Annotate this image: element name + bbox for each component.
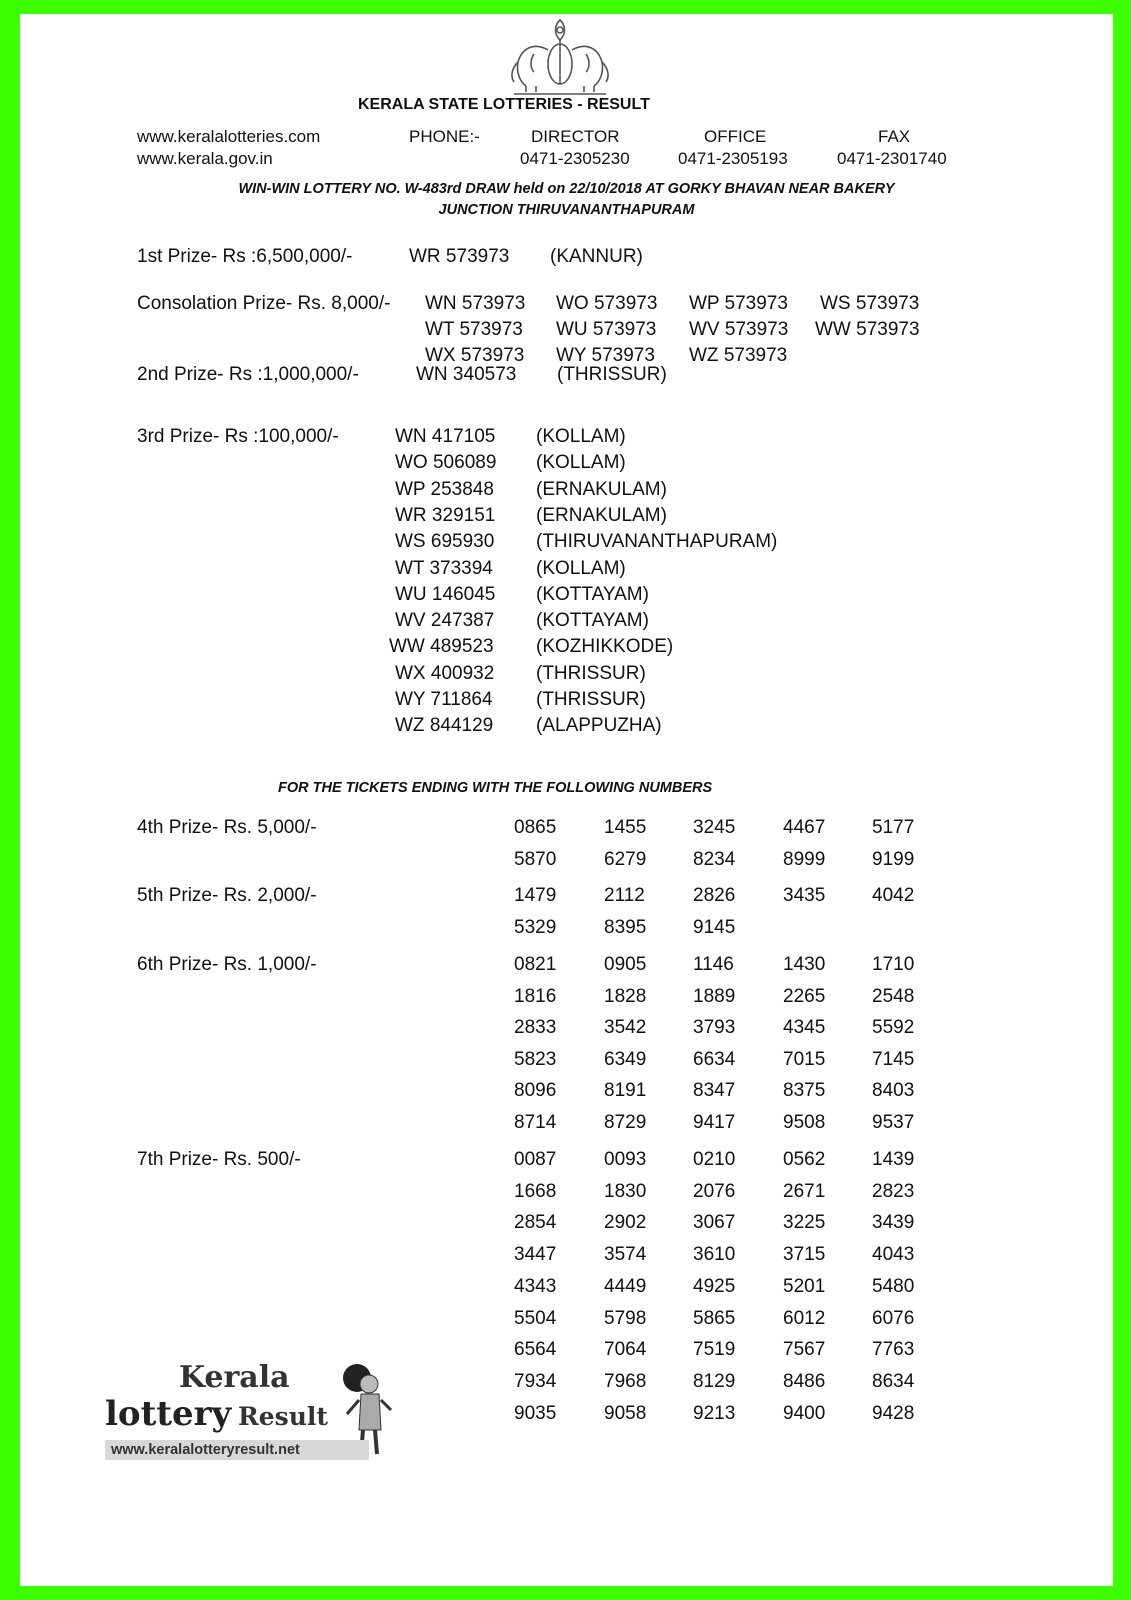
prize-number: 8486 (783, 1370, 826, 1392)
third-prize-place: (KOLLAM) (536, 557, 626, 579)
prize-number: 3439 (872, 1212, 915, 1234)
prize-number: 0905 (604, 954, 647, 975)
prize-number: 6564 (514, 1339, 557, 1361)
prize-number: 1146 (693, 954, 734, 975)
prize-number: 4343 (514, 1275, 557, 1297)
prize-number: 4467 (783, 817, 826, 838)
prize-number: 0821 (514, 954, 557, 975)
third-prize-ticket: WZ 844129 (395, 715, 494, 737)
logo-word-result: Result (238, 1402, 328, 1431)
third-prize-place: (ALAPPUZHA) (536, 715, 662, 737)
prize-number: 7145 (872, 1048, 915, 1070)
prize-number: 1828 (604, 985, 647, 1007)
prize-number: 3435 (783, 885, 826, 906)
prize-number: 2112 (604, 885, 645, 906)
prize-number: 5201 (783, 1275, 826, 1297)
third-prize-ticket: WW 489523 (389, 636, 494, 658)
prize-number: 5865 (693, 1307, 736, 1329)
prize-number: 6279 (604, 848, 647, 870)
third-prize-place: (KOTTAYAM) (536, 610, 649, 632)
prize-number: 1830 (604, 1180, 647, 1202)
prize-number: 0210 (693, 1149, 736, 1170)
prize-number: 8234 (693, 848, 736, 870)
prize-number: 6349 (604, 1048, 647, 1070)
prize-number: 4043 (872, 1244, 915, 1266)
prize-number: 0865 (514, 817, 557, 838)
third-prize-ticket: WN 417105 (395, 426, 496, 447)
prize-number: 9199 (872, 848, 915, 870)
third-prize-ticket: WX 400932 (395, 662, 495, 684)
prize-number: 2833 (514, 1017, 557, 1039)
draw-info-line-1: WIN-WIN LOTTERY NO. W-483rd DRAW held on 22/10/2018 AT GORKY BHAVAN NEAR BAKERY (238, 181, 895, 197)
prize-number: 3574 (604, 1244, 647, 1266)
prize-number: 9537 (872, 1112, 915, 1133)
director-label: DIRECTOR (531, 127, 620, 146)
prize-number: 5480 (872, 1275, 915, 1297)
office-label: OFFICE (704, 127, 767, 146)
prize-number: 7567 (783, 1339, 826, 1361)
third-prize-ticket: WS 695930 (395, 531, 495, 553)
consolation-ticket: WX 573973 (425, 345, 525, 366)
phone-label: PHONE:- (409, 127, 480, 146)
consolation-ticket: WW 573973 (815, 319, 920, 340)
page-title: KERALA STATE LOTTERIES - RESULT (358, 96, 650, 113)
prize-number: 6012 (783, 1307, 826, 1329)
logo-word-lottery: lottery (105, 1394, 232, 1434)
prize-number: 9145 (693, 916, 736, 938)
prize-number: 5504 (514, 1307, 557, 1329)
kerala-lottery-result-logo (105, 1360, 405, 1490)
third-prize-place: (THIRUVANANTHAPURAM) (536, 531, 778, 553)
second-prize-ticket: WN 340573 (416, 364, 517, 385)
prize-number: 3245 (693, 817, 736, 838)
prize-number: 7934 (514, 1370, 557, 1392)
prize-number: 3542 (604, 1017, 647, 1039)
third-prize-place: (THRISSUR) (536, 662, 646, 684)
prize-number: 2823 (872, 1180, 915, 1202)
logo-word-kerala: Kerala (179, 1360, 290, 1395)
prize-number: 3610 (693, 1244, 736, 1266)
prize-number: 8096 (514, 1080, 557, 1102)
third-prize-place: (ERNAKULAM) (536, 478, 667, 500)
prize-number: 1710 (872, 954, 915, 975)
consolation-ticket: WV 573973 (689, 319, 789, 340)
third-prize-ticket: WP 253848 (395, 478, 494, 500)
third-prize-ticket: WO 506089 (395, 452, 497, 474)
consolation-ticket: WO 573973 (556, 293, 658, 314)
prize-number: 4449 (604, 1275, 647, 1297)
consolation-ticket: WN 573973 (425, 293, 526, 314)
prize-number: 7763 (872, 1339, 915, 1361)
fax-phone: 0471-2301740 (837, 149, 947, 168)
prize-number: 2548 (872, 985, 915, 1007)
prize-number: 2854 (514, 1212, 557, 1234)
third-prize-place: (KOLLAM) (536, 452, 626, 474)
fifth-prize-label: 5th Prize- Rs. 2,000/- (137, 885, 317, 906)
prize-number: 9508 (783, 1112, 826, 1133)
office-phone: 0471-2305193 (678, 149, 788, 168)
prize-number: 8395 (604, 916, 647, 938)
prize-number: 8634 (872, 1370, 915, 1392)
prize-number: 5329 (514, 916, 557, 938)
prize-number: 9428 (872, 1402, 915, 1424)
prize-number: 9035 (514, 1402, 557, 1424)
prize-number: 5798 (604, 1307, 647, 1329)
prize-number: 7519 (693, 1339, 736, 1361)
fourth-prize-label: 4th Prize- Rs. 5,000/- (137, 817, 317, 838)
prize-number: 4925 (693, 1275, 736, 1297)
prize-number: 9417 (693, 1112, 736, 1133)
prize-number: 8347 (693, 1080, 736, 1102)
prize-number: 1668 (514, 1180, 557, 1202)
prize-number: 4042 (872, 885, 915, 906)
third-prize-ticket: WY 711864 (395, 689, 493, 710)
prize-number: 0087 (514, 1149, 557, 1170)
consolation-ticket: WZ 573973 (689, 345, 788, 366)
first-prize-ticket: WR 573973 (409, 246, 510, 267)
director-phone: 0471-2305230 (520, 149, 630, 168)
third-prize-ticket: WU 146045 (395, 583, 496, 605)
sixth-prize-label: 6th Prize- Rs. 1,000/- (137, 954, 317, 975)
prize-number: 8191 (604, 1080, 647, 1102)
second-prize-label: 2nd Prize- Rs :1,000,000/- (137, 364, 359, 385)
ending-numbers-note: FOR THE TICKETS ENDING WITH THE FOLLOWING NUMBERS (278, 780, 713, 796)
prize-number: 8999 (783, 848, 826, 870)
prize-number: 8729 (604, 1112, 647, 1133)
consolation-ticket: WS 573973 (820, 293, 920, 314)
prize-number: 8403 (872, 1080, 915, 1102)
result-sheet (20, 14, 1113, 1586)
prize-number: 9058 (604, 1402, 647, 1424)
third-prize-ticket: WV 247387 (395, 610, 495, 632)
prize-number: 2902 (604, 1212, 647, 1234)
website-link-2[interactable]: www.kerala.gov.in (137, 149, 273, 168)
prize-number: 5592 (872, 1017, 915, 1039)
first-prize-label: 1st Prize- Rs :6,500,000/- (137, 246, 353, 267)
consolation-ticket: WT 573973 (425, 319, 523, 340)
prize-number: 7064 (604, 1339, 647, 1361)
third-prize-ticket: WR 329151 (395, 504, 496, 526)
prize-number: 4345 (783, 1017, 826, 1039)
prize-number: 1430 (783, 954, 826, 975)
state-emblem-icon (504, 14, 616, 98)
prize-number: 3067 (693, 1212, 736, 1234)
prize-number: 9400 (783, 1402, 826, 1424)
prize-number: 3447 (514, 1244, 557, 1266)
prize-number: 8714 (514, 1112, 557, 1133)
prize-number: 2265 (783, 985, 826, 1007)
prize-number: 3793 (693, 1017, 736, 1039)
consolation-ticket: WU 573973 (556, 319, 657, 340)
prize-number: 2826 (693, 885, 736, 906)
prize-number: 6076 (872, 1307, 915, 1329)
prize-number: 3715 (783, 1244, 826, 1266)
third-prize-place: (KOZHIKKODE) (536, 636, 674, 658)
prize-number: 7968 (604, 1370, 647, 1392)
prize-number: 5870 (514, 848, 557, 870)
prize-number: 0562 (783, 1149, 826, 1170)
draw-info-line-2: JUNCTION THIRUVANANTHAPURAM (438, 202, 695, 218)
prize-number: 1455 (604, 817, 647, 838)
third-prize-place: (KOTTAYAM) (536, 583, 649, 605)
prize-number: 8375 (783, 1080, 826, 1102)
prize-number: 8129 (693, 1370, 736, 1392)
prize-number: 1889 (693, 985, 736, 1007)
prize-number: 0093 (604, 1149, 647, 1170)
website-link-1[interactable]: www.keralalotteries.com (137, 127, 321, 146)
prize-number: 5177 (872, 817, 915, 838)
third-prize-place: (KOLLAM) (536, 426, 626, 447)
prize-number: 2671 (783, 1180, 826, 1202)
consolation-prize-label: Consolation Prize- Rs. 8,000/- (137, 293, 391, 314)
second-prize-place: (THRISSUR) (557, 364, 667, 385)
third-prize-place: (THRISSUR) (536, 689, 646, 710)
prize-number: 1479 (514, 885, 557, 906)
prize-number: 1816 (514, 985, 557, 1007)
third-prize-place: (ERNAKULAM) (536, 504, 667, 526)
first-prize-place: (KANNUR) (550, 246, 643, 267)
prize-number: 1439 (872, 1149, 915, 1170)
prize-number: 2076 (693, 1180, 736, 1202)
logo-url[interactable]: www.keralalotteryresult.net (105, 1440, 369, 1460)
prize-number: 5823 (514, 1048, 557, 1070)
seventh-prize-label: 7th Prize- Rs. 500/- (137, 1149, 301, 1170)
prize-number: 9213 (693, 1402, 736, 1424)
consolation-ticket: WP 573973 (689, 293, 788, 314)
third-prize-label: 3rd Prize- Rs :100,000/- (137, 426, 339, 447)
third-prize-ticket: WT 373394 (395, 557, 493, 579)
consolation-ticket: WY 573973 (556, 345, 655, 366)
fax-label: FAX (878, 127, 911, 146)
prize-number: 3225 (783, 1212, 826, 1234)
prize-number: 6634 (693, 1048, 736, 1070)
prize-number: 7015 (783, 1048, 826, 1070)
